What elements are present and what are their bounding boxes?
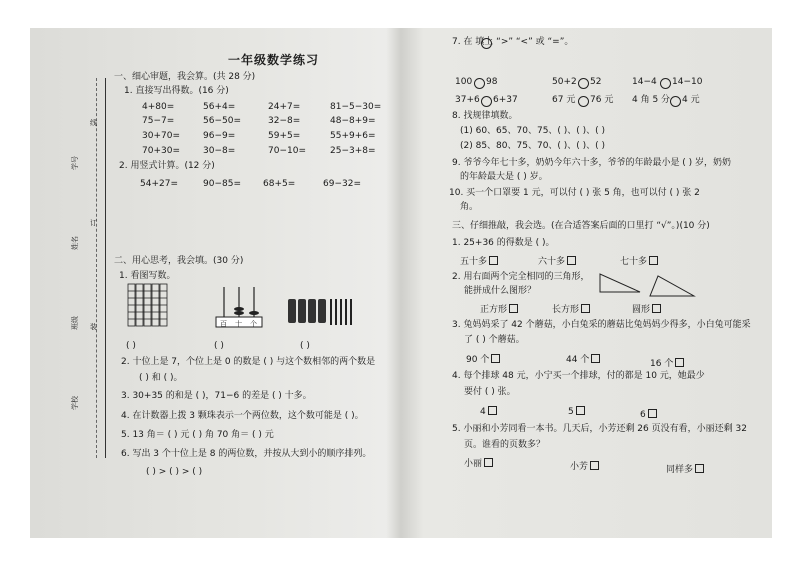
checkbox[interactable] bbox=[648, 409, 657, 418]
c4-opt-3[interactable] bbox=[640, 409, 657, 421]
q10-line1: 10. 买一个口罩要 1 元，可以付 ( ) 张 5 角，也可以付 ( ) 张 2 bbox=[449, 188, 700, 198]
choice-4-line1: 4. 每个排球 48 元，小宁买一个排球，付的都是 10 元，她最少 bbox=[452, 371, 705, 381]
s2-q3: 3. 30+35 的和是 ( )，71−6 的差是 ( ) 十多。 bbox=[121, 391, 312, 401]
abacus-hundreds: 百 bbox=[220, 320, 227, 328]
calc-r3c1: 30+70= bbox=[142, 131, 180, 141]
cmp-1-left: 100 bbox=[455, 77, 473, 87]
checkbox[interactable] bbox=[675, 358, 684, 367]
cmp-4-right: 6+37 bbox=[493, 95, 518, 105]
c1-opt-1-label: 五十多 bbox=[460, 257, 488, 267]
c1-opt-2[interactable] bbox=[538, 256, 576, 268]
binding-dashed-line bbox=[96, 78, 97, 458]
section-3-heading: 三、仔细推敲，我会选。(在合适答案后面的口里打 “√”。)(10 分) bbox=[452, 221, 710, 231]
choice-5-line1: 5. 小丽和小芳同看一本书。几天后，小芳还剩 26 页没有看，小丽还剩 32 bbox=[452, 424, 747, 434]
section-2-heading: 二、用心思考，我会填。(30 分) bbox=[114, 256, 244, 266]
bundles-and-sticks-figure bbox=[286, 295, 356, 329]
s2-q4: 4. 在计数器上拨 3 颗珠表示一个两位数，这个数可能是 ( )。 bbox=[121, 411, 364, 421]
number-label: 学号 bbox=[71, 156, 79, 170]
cmp-5-right: 76 元 bbox=[590, 95, 614, 105]
checkbox[interactable] bbox=[509, 304, 518, 313]
binding-mark-pack: 装 bbox=[90, 323, 97, 331]
c5-opt-2-label: 小芳 bbox=[570, 462, 589, 472]
calc-r3c3: 59+5= bbox=[268, 131, 301, 141]
q8-heading: 8. 找规律填数。 bbox=[452, 111, 518, 121]
cmp-3-right: 14−10 bbox=[672, 77, 703, 87]
choice-2-line1: 2. 用右面两个完全相同的三角形， bbox=[452, 272, 590, 282]
q9-line1: 9. 爷爷今年七十多，奶奶今年六十多，爷爷的年龄最小是 ( ) 岁，奶奶 bbox=[452, 158, 732, 168]
c2-opt-1-label: 正方形 bbox=[480, 305, 508, 315]
s1-q1: 1. 直接写出得数。(16 分) bbox=[124, 86, 229, 96]
answer-paren-1: ( ) bbox=[126, 341, 136, 351]
c1-opt-3[interactable] bbox=[620, 256, 658, 268]
c1-opt-1[interactable] bbox=[460, 256, 498, 268]
checkbox[interactable] bbox=[649, 256, 658, 265]
calc-r4c4: 25−3+8= bbox=[330, 146, 376, 156]
c2-opt-3-label: 圆形 bbox=[632, 305, 651, 315]
calc-r1c1: 4+80= bbox=[142, 102, 175, 112]
s2-q5: 5. 13 角＝ ( ) 元 ( ) 角 70 角＝ ( ) 元 bbox=[121, 430, 274, 440]
two-triangles-figure bbox=[598, 270, 698, 300]
c5-opt-1-label: 小丽 bbox=[464, 459, 483, 469]
calc-r1c4: 81−5−30= bbox=[330, 102, 382, 112]
cmp-3-left: 14−4 bbox=[632, 77, 657, 87]
c2-opt-3[interactable] bbox=[632, 304, 661, 316]
name-label: 姓名 bbox=[71, 236, 79, 250]
s1-q2: 2. 用竖式计算。(12 分) bbox=[119, 161, 215, 171]
abacus-tens: 十 bbox=[235, 320, 242, 328]
calc-r2c2: 56−50= bbox=[203, 116, 241, 126]
q10-line2: 角。 bbox=[460, 202, 479, 212]
c4-opt-2[interactable] bbox=[568, 406, 585, 418]
c4-opt-2-label: 5 bbox=[568, 407, 574, 417]
c2-opt-2[interactable] bbox=[552, 304, 590, 316]
compare-circle-6[interactable] bbox=[670, 96, 681, 107]
answer-paren-3: ( ) bbox=[300, 341, 310, 351]
class-label: 班级 bbox=[71, 316, 79, 330]
calc-r4c3: 70−10= bbox=[268, 146, 306, 156]
c2-opt-1[interactable] bbox=[480, 304, 518, 316]
c3-opt-2-label: 44 个 bbox=[566, 355, 590, 365]
compare-circle-5[interactable] bbox=[578, 96, 589, 107]
page-title: 一年级数学练习 bbox=[228, 53, 320, 67]
c5-opt-3-label: 同样多 bbox=[666, 465, 694, 475]
checkbox[interactable] bbox=[590, 461, 599, 470]
c1-opt-3-label: 七十多 bbox=[620, 257, 648, 267]
choice-1: 1. 25+36 的得数是 ( )。 bbox=[452, 238, 555, 248]
choice-5-line2: 页。谁看的页数多？ bbox=[464, 440, 546, 450]
c4-opt-1[interactable] bbox=[480, 406, 497, 418]
cmp-6-right: 4 元 bbox=[682, 95, 700, 105]
cmp-1-right: 98 bbox=[486, 77, 498, 87]
choice-3-line2: 了 ( ) 个蘑菇。 bbox=[464, 335, 525, 345]
checkbox[interactable] bbox=[488, 406, 497, 415]
calc-r3c4: 55+9+6= bbox=[330, 131, 376, 141]
cmp-6-left: 4 角 5 分 bbox=[632, 95, 671, 105]
choice-2-line2: 能拼成什么图形？ bbox=[464, 286, 537, 296]
checkbox[interactable] bbox=[576, 406, 585, 415]
q7-heading: 7. 在 填上 “>” “<” 或 “=”。 bbox=[452, 37, 574, 47]
q8-seq-2: (2) 85、80、75、70、( )、( )、( ) bbox=[460, 141, 606, 151]
q9-line2: 的年龄最大是 ( ) 岁。 bbox=[460, 172, 548, 182]
c5-opt-2[interactable] bbox=[570, 461, 599, 473]
calc-r1c3: 24+7= bbox=[268, 102, 301, 112]
c3-opt-3-label: 16 个 bbox=[650, 359, 674, 369]
school-label: 学校 bbox=[71, 396, 79, 410]
checkbox[interactable] bbox=[695, 464, 704, 473]
vertical-calc-1: 54+27= bbox=[140, 179, 178, 189]
calc-r2c1: 75−7= bbox=[142, 116, 175, 126]
calc-r3c2: 96−9= bbox=[203, 131, 236, 141]
compare-circle-2[interactable] bbox=[578, 78, 589, 89]
compare-circle-1[interactable] bbox=[474, 78, 485, 89]
binding-mark-line: 线 bbox=[90, 119, 97, 127]
vertical-calc-2: 90−85= bbox=[203, 179, 241, 189]
s2-q1: 1. 看图写数。 bbox=[119, 271, 176, 281]
binding-mark-order: 订 bbox=[90, 219, 97, 227]
c3-opt-1[interactable] bbox=[466, 354, 500, 366]
s2-q2-line2: ( ) 和 ( )。 bbox=[139, 373, 183, 383]
checkbox[interactable] bbox=[491, 354, 500, 363]
compare-circle-3[interactable] bbox=[660, 78, 671, 89]
compare-circle-4[interactable] bbox=[481, 96, 492, 107]
c5-opt-1[interactable] bbox=[464, 458, 493, 470]
answer-paren-2: ( ) bbox=[214, 341, 224, 351]
checkbox[interactable] bbox=[489, 256, 498, 265]
cmp-4-left: 37+6 bbox=[455, 95, 480, 105]
binding-line bbox=[105, 78, 106, 458]
s2-q2-line1: 2. 十位上是 7，个位上是 0 的数是 ( ) 与这个数相邻的两个数是 bbox=[121, 357, 376, 367]
c1-opt-2-label: 六十多 bbox=[538, 257, 566, 267]
calc-r4c2: 30−8= bbox=[203, 146, 236, 156]
ten-sticks-figure bbox=[126, 282, 170, 328]
c3-opt-1-label: 90 个 bbox=[466, 355, 490, 365]
checkbox[interactable] bbox=[581, 304, 590, 313]
calc-r1c2: 56+4= bbox=[203, 102, 236, 112]
checkbox[interactable] bbox=[652, 304, 661, 313]
cmp-2-left: 50+2 bbox=[552, 77, 577, 87]
choice-3-line1: 3. 兔妈妈采了 42 个蘑菇，小白兔采的蘑菇比兔妈妈少得多，小白兔可能采 bbox=[452, 320, 751, 330]
checkbox[interactable] bbox=[567, 256, 576, 265]
vertical-calc-3: 68+5= bbox=[263, 179, 296, 189]
c2-opt-2-label: 长方形 bbox=[552, 305, 580, 315]
calc-r2c4: 48−8+9= bbox=[330, 116, 376, 126]
choice-4-line2: 要付 ( ) 张。 bbox=[464, 387, 516, 397]
abacus-ones: 个 bbox=[250, 320, 257, 328]
vertical-calc-4: 69−32= bbox=[323, 179, 361, 189]
section-1-heading: 一、细心审题，我会算。(共 28 分) bbox=[114, 72, 256, 82]
s2-q6-answer: ( ) > ( ) > ( ) bbox=[146, 467, 203, 477]
c3-opt-2[interactable] bbox=[566, 354, 600, 366]
checkbox[interactable] bbox=[591, 354, 600, 363]
c4-opt-3-label: 6 bbox=[640, 410, 646, 420]
cmp-2-right: 52 bbox=[590, 77, 602, 87]
calc-r2c3: 32−8= bbox=[268, 116, 301, 126]
checkbox[interactable] bbox=[484, 458, 493, 467]
circle-blank-icon bbox=[481, 38, 492, 49]
q8-seq-1: (1) 60、65、70、75、( )、( )、( ) bbox=[460, 126, 606, 136]
c4-opt-1-label: 4 bbox=[480, 407, 486, 417]
c3-opt-3[interactable] bbox=[650, 358, 684, 370]
calc-r4c1: 70+30= bbox=[142, 146, 180, 156]
cmp-5-left: 67 元 bbox=[552, 95, 576, 105]
s2-q6: 6. 写出 3 个十位上是 8 的两位数，并按从大到小的顺序排列。 bbox=[121, 449, 372, 459]
c5-opt-3[interactable] bbox=[666, 464, 704, 476]
